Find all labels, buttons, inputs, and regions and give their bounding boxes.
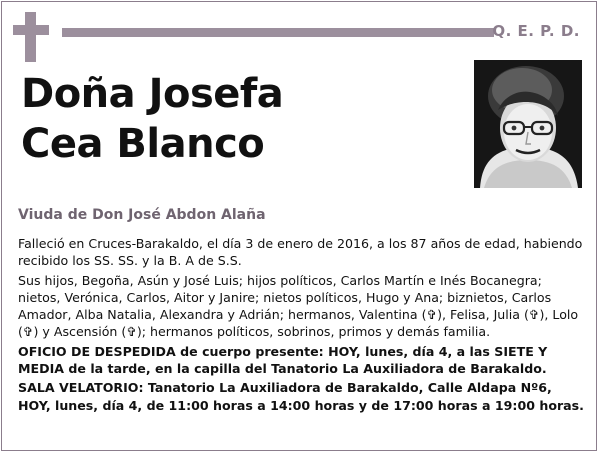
portrait-photo [474, 60, 582, 188]
obituary-body [18, 235, 588, 416]
cross-vertical-bar [25, 12, 36, 62]
farewell-service-paragraph: OFICIO DE DESPEDIDA de cuerpo presente: HOY, lunes, día 4, a las SIETE Y MEDIA de la tarde, en la capilla del Tanatorio La Auxiliadora de Barakaldo. [18, 343, 548, 377]
name-line-2: Cea Blanco [21, 121, 265, 167]
header-rule [62, 28, 494, 37]
cross-horizontal-bar [13, 25, 49, 35]
qepd-label: Q. E. P. D. [492, 22, 580, 40]
wake-room-paragraph: SALA VELATORIO: Tanatorio La Auxiliadora de Barakaldo, Calle Aldapa Nº6, HOY, lunes, día 4, de 11:00 horas a 14:00 horas y de 17:00 horas a 19:00 horas. [18, 380, 584, 413]
obituary-card [1, 1, 597, 451]
portrait-image [474, 60, 582, 188]
deceased-name [21, 69, 283, 169]
death-notice-paragraph: Falleció en Cruces-Barakaldo, el día 3 de enero de 2016, a los 87 años de edad, habiendo recibido los SS. SS. y la B. A de S.S. [18, 236, 583, 269]
family-paragraph: Sus hijos, Begoña, Asún y José Luis; hijos políticos, Carlos Martín e Inés Bocanegra; nietos, Verónica, Carlos, Aitor y Janire; nietos políticos, Hugo y Ana; biznietos, Carlos Amador, Alba Natalia, Alexandra y Adrián; hermanos, Valentina (✞), Felisa, Julia (✞), Lolo (✞) y Ascensión (✞); hermanos políticos, sobrinos, primos y demás familia. [18, 272, 579, 340]
name-line-1: Doña Josefa [21, 71, 284, 117]
subtitle-widow-of: Viuda de Don José Abdon Alaña [18, 207, 266, 223]
